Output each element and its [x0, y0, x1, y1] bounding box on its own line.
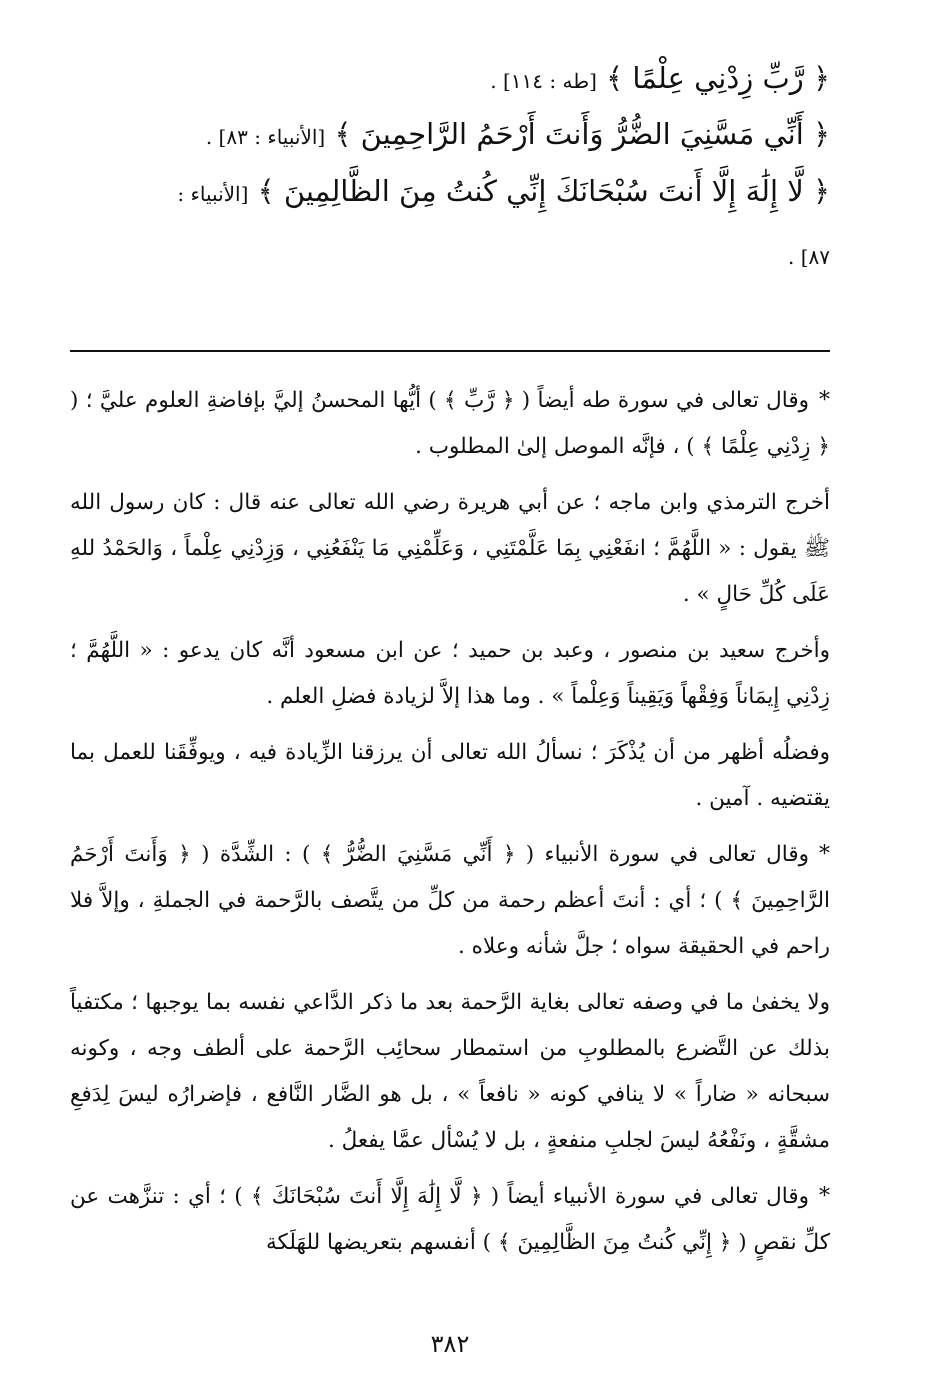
- verse-text: ﴿ لَّا إِلَٰهَ إِلَّا أَنتَ سُبْحَانَكَ إِنِّي كُنتُ مِنَ الظَّالِمِينَ ﴾: [257, 173, 830, 208]
- paragraph-text: وقال تعالى في سورة الأنبياء ( ﴿ أَنِّي مَسَّنِيَ الضُّرُّ ﴾ ) : الشِّدَّة ( ﴿ وَأَنتَ أَرْحَمُ الرَّاحِمِينَ ﴾ ) ؛ أي : أنتَ أعظم رحمة من كلِّ من يتَّصف بالرَّحمة في الجملةِ ، وإلاَّ فلا راحم في الحقيقة سواه ؛ جلَّ شأنه وعلاه .: [70, 842, 830, 959]
- star-marker: *: [819, 388, 830, 413]
- paragraph-text: ولا يخفىٰ ما في وصفه تعالى بغاية الرَّحمة بعد ما ذكر الدَّاعي نفسه بما يوجبها ؛ مكتفياً بذلك عن التَّضرع بالمطلوبِ من استمطار سحائِب الرَّحمة على ألطف وجه ، وكونه سبحانه « ضاراً » لا ينافي كونه « نافعاً » ، بل هو الضَّار النَّافع ، فإضرارُه ليسَ لِدَفعِ مشقَّةٍ ، ونَفْعُهُ ليسَ لجلبِ منفعةٍ ، بل لا يُسْأل عمَّا يفعلُ .: [70, 990, 830, 1153]
- verse-line-2: [70, 116, 830, 152]
- verse-text: ﴿ أَنِّي مَسَّنِيَ الضُّرُّ وَأَنتَ أَرْحَمُ الرَّاحِمِينَ ﴾: [334, 117, 830, 152]
- section-divider: [70, 350, 830, 352]
- verse-reference: [الأنبياء :: [177, 181, 249, 206]
- paragraph-text: أخرج الترمذي وابن ماجه ؛ عن أبي هريرة رضي الله تعالى عنه قال : كان رسول الله ﷺ يقول : « اللَّهُمَّ ؛ انفَعْنِي بِمَا عَلَّمْتَنِي ، وَعَلِّمْنِي مَا يَنْفَعُنِي ، وَزِدْنِي عِلْماً ، وَالحَمْدُ للهِ عَلَى كُلِّ حَالٍ » .: [70, 490, 830, 607]
- paragraph: [70, 628, 830, 720]
- verse-line-1: [70, 60, 830, 96]
- verse-text: ﴿ رَّبِّ زِدْنِي عِلْمًا ﴾: [606, 61, 830, 95]
- star-marker: *: [819, 1184, 830, 1209]
- paragraph: [70, 1174, 830, 1266]
- verse-line-3: [70, 173, 830, 209]
- verse-reference: ٨٧] .: [787, 244, 830, 269]
- verse-line-4: [70, 245, 830, 270]
- page-number: ٣٨٢: [430, 1330, 470, 1358]
- paragraph: [70, 832, 830, 970]
- paragraph: [70, 378, 830, 470]
- paragraph: [70, 730, 830, 822]
- verse-reference: [الأنبياء : ٨٣] .: [205, 125, 326, 150]
- paragraph: [70, 480, 830, 618]
- paragraph-text: وفضلُه أظهر من أن يُذْكَرَ ؛ نسألُ الله تعالى أن يرزقنا الزِّيادة فيه ، ويوفِّقَنا للعمل بما يقتضيه . آمين .: [70, 740, 830, 811]
- page: [70, 60, 830, 1360]
- paragraph-text: وقال تعالى في سورة طه أيضاً ( ﴿ رَّبِّ ﴾ ) أيُّها المحسنُ إليَّ بإفاضةِ العلوم عليَّ ؛ ( ﴿ زِدْنِي عِلْمًا ﴾ ) ، فإنَّه الموصل إلىٰ المطلوب .: [70, 388, 830, 459]
- paragraph-text: وأخرج سعيد بن منصور ، وعبد بن حميد ؛ عن ابن مسعود أنَّه كان يدعو : « اللَّهُمَّ ؛ زِدْنِي إِيمَاناً وَفِقْهاً وَيَقِيناً وَعِلْماً » . وما هذا إلاَّ لزيادة فضلِ العلم .: [70, 638, 830, 709]
- star-marker: *: [819, 842, 830, 867]
- paragraph-text: وقال تعالى في سورة الأنبياء أيضاً ( ﴿ لَّا إِلَٰهَ إِلَّا أَنتَ سُبْحَانَكَ ﴾ ) ؛ أي : تنزَّهت عن كلِّ نقصٍ ( ﴿ إِنِّي كُنتُ مِنَ الظَّالِمِينَ ﴾ ) أنفسهم بتعريضها للهَلَكة: [70, 1184, 830, 1255]
- commentary-body: [70, 378, 830, 1276]
- paragraph: [70, 980, 830, 1164]
- verse-reference: [طه : ١١٤] .: [490, 69, 597, 93]
